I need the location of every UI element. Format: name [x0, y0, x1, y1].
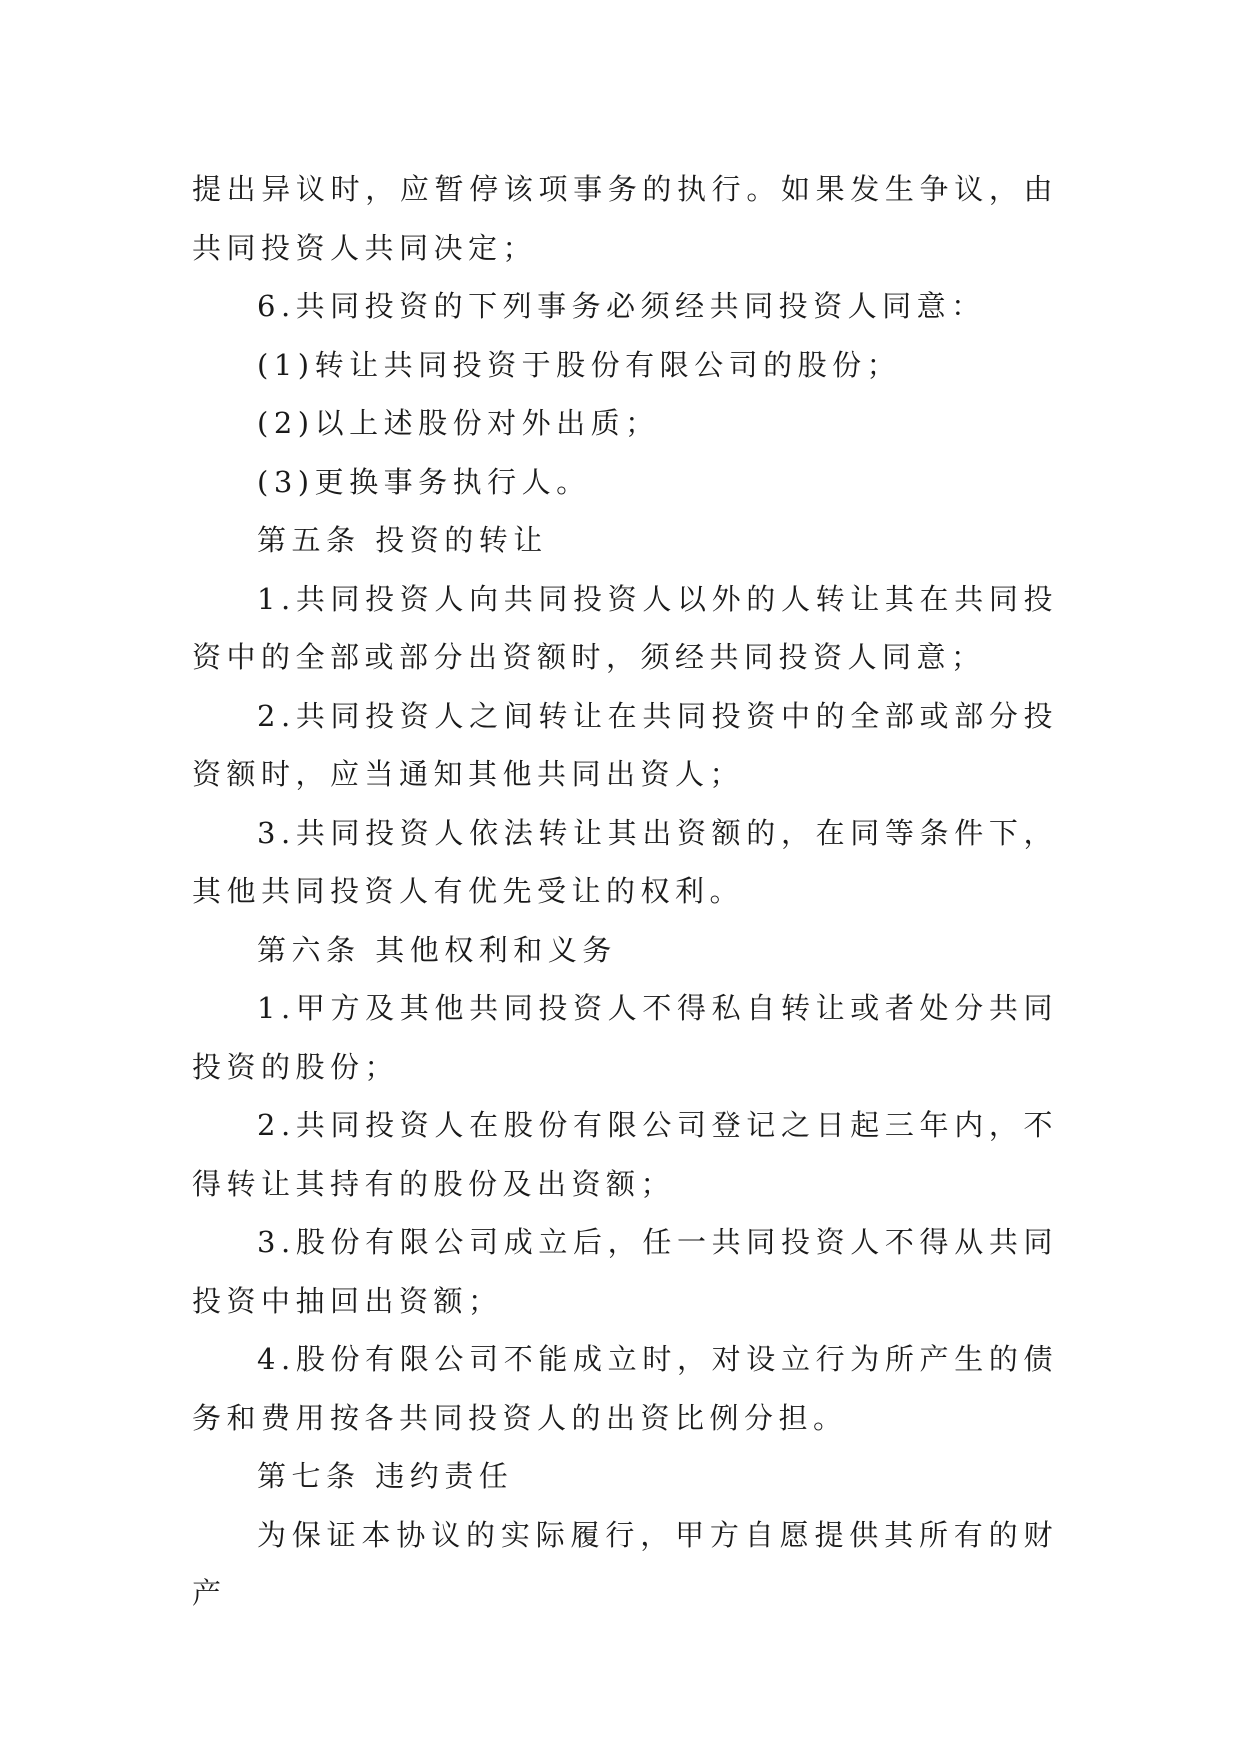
- article-5-heading: 第五条 投资的转让: [257, 523, 548, 557]
- article-6-item-4: 4.股份有限公司不能成立时，对设立行为所产生的债务和费用按各共同投资人的出资比例分担。: [192, 1342, 1058, 1435]
- paragraph-continuation: 提出异议时，应暂停该项事务的执行。如果发生争议，由共同投资人共同决定；: [192, 172, 1058, 265]
- article-5-item-1: 1.共同投资人向共同投资人以外的人转让其在共同投资中的全部或部分出资额时，须经共同投资人同意；: [192, 581, 1058, 674]
- article-7-heading: 第七条 违约责任: [257, 1459, 514, 1493]
- article-6-item-1: 1.甲方及其他共同投资人不得私自转让或者处分共同投资的股份；: [192, 991, 1058, 1084]
- paragraph-subitem-1: (1)转让共同投资于股份有限公司的股份；: [257, 347, 902, 382]
- article-5-item-3: 3.共同投资人依法转让其出资额的，在同等条件下，其他共同投资人有优先受让的权利。: [192, 815, 1058, 908]
- article-6-heading: 第六条 其他权利和义务: [257, 932, 617, 967]
- article-6-item-3: 3.股份有限公司成立后，任一共同投资人不得从共同投资中抽回出资额；: [192, 1225, 1058, 1318]
- document-body: [192, 160, 1058, 1623]
- article-7-paragraph: 为保证本协议的实际履行，甲方自愿提供其所有的财产: [192, 1517, 1058, 1610]
- paragraph-item-6: 6.共同投资的下列事务必须经共同投资人同意：: [257, 289, 986, 323]
- article-6-item-2: 2.共同投资人在股份有限公司登记之日起三年内，不得转让其持有的股份及出资额；: [192, 1108, 1058, 1201]
- article-5-item-2: 2.共同投资人之间转让在共同投资中的全部或部分投资额时，应当通知其他共同出资人；: [192, 698, 1058, 791]
- paragraph-subitem-2: (2)以上述股份对外出质；: [257, 406, 660, 440]
- paragraph-subitem-3: (3)更换事务执行人。: [257, 464, 591, 499]
